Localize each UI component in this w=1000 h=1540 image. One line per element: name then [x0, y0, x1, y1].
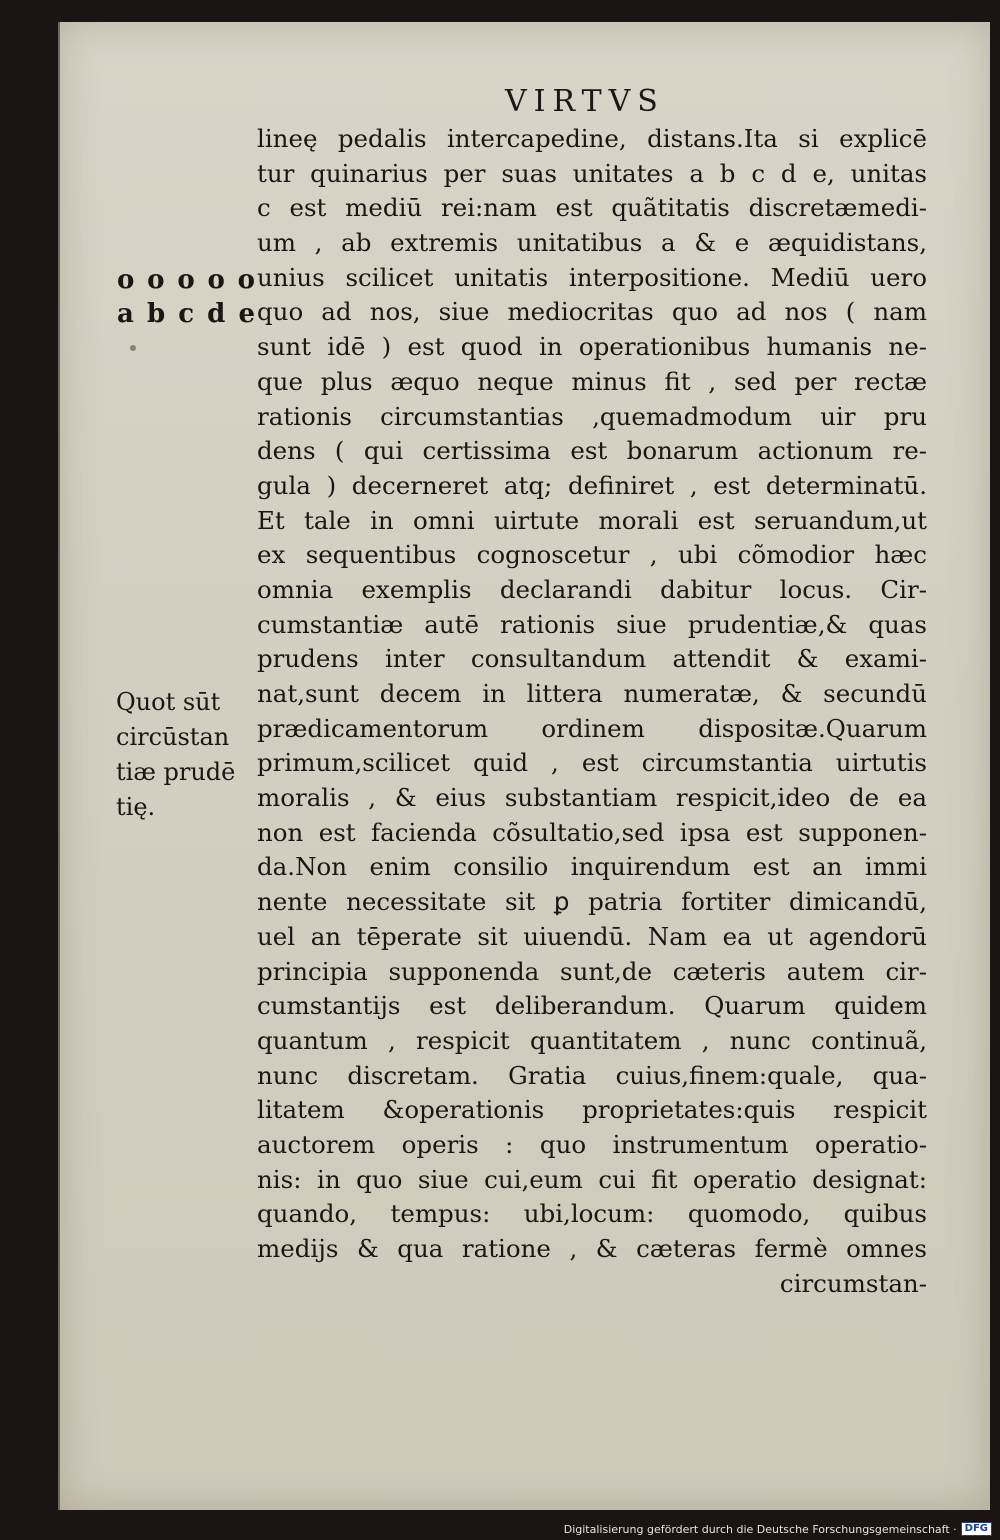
body-text — [257, 122, 927, 1301]
marginal-note-line: Quot sūt — [116, 688, 221, 716]
text-line: ex sequentibus cognoscetur , ubi cõmodior hæc — [257, 540, 927, 570]
diagram-letter: b — [146, 299, 166, 329]
text-line: nunc discretam. Gratia cuius,finem:quale, qua- — [257, 1060, 927, 1090]
text-line: lineę pedalis intercapedine, distans.Ita si explicē — [257, 124, 927, 153]
running-head: VIRTVS — [505, 84, 665, 119]
text-line: prudens inter consultandum attendit & exami- — [257, 644, 927, 674]
text-line: omnia exemplis declarandi dabitur locus. Cir- — [257, 574, 927, 604]
text-line: um , ab extremis unitatibus a & e æquidistans, — [257, 228, 927, 258]
diagram-letter: c — [178, 299, 195, 329]
digitization-credit — [564, 1522, 992, 1536]
diagram-letter: e — [238, 299, 255, 329]
text-line: uel an tēperate sit uiuendū. Nam ea ut agendorū — [257, 921, 927, 951]
diagram-circle: o — [117, 265, 135, 295]
dfg-logo: DFG — [961, 1522, 992, 1536]
diagram-letters-row — [117, 297, 255, 331]
catchword: circumstan- — [779, 1268, 927, 1298]
ink-speck — [130, 345, 136, 351]
text-line: nente necessitate sit ꝑ patria fortiter dimicandū, — [257, 887, 927, 917]
text-line: cumstantiæ autē rationis siue prudentiæ,& quas — [257, 609, 927, 639]
text-line: nat,sunt decem in littera numeratæ, & secundū — [257, 679, 927, 708]
diagram-letter: a — [117, 299, 134, 329]
text-line: unius scilicet unitatis interpositione. Mediū uero — [257, 262, 927, 292]
diagram-circle: o — [147, 265, 165, 295]
text-line: primum,scilicet quid , est circumstantia uirtutis — [257, 748, 927, 778]
marginal-note — [116, 685, 256, 825]
diagram-circle: o — [177, 265, 195, 295]
text-line: c est mediū rei:nam est quãtitatis discretæmedi- — [257, 193, 927, 223]
diagram-letter: d — [207, 299, 226, 329]
text-line: gula ) decerneret atq; definiret , est determinatū. — [257, 470, 927, 500]
text-line: cumstantijs est deliberandum. Quarum quidem — [257, 991, 927, 1021]
marginal-note-line: tię. — [116, 793, 156, 821]
text-line: da.Non enim consilio inquirendum est an immi — [257, 852, 927, 882]
text-line: litatem &operationis proprietates:quis respicit — [257, 1095, 927, 1125]
text-line: que plus æquo neque minus fit , sed per rectæ — [257, 366, 927, 396]
text-line: auctorem operis : quo instrumentum operatio- — [257, 1129, 927, 1159]
diagram-circle: o — [207, 265, 225, 295]
text-line: Et tale in omni uirtute morali est seruandum,ut — [257, 505, 927, 535]
text-line: prædicamentorum ordinem dispositæ.Quarum — [257, 713, 927, 743]
text-line: quo ad nos, siue mediocritas quo ad nos ( nam — [257, 297, 927, 327]
diagram-circle: o — [237, 265, 255, 295]
diagram-circles-row — [117, 263, 255, 297]
text-line: medijs & qua ratione , & cæteras fermè omnes — [257, 1234, 927, 1263]
text-line: tur quinarius per suas unitates a b c d e, unitas — [257, 158, 927, 188]
credit-text: Digitalisierung gefördert durch die Deutsche Forschungsgemeinschaft · — [563, 1522, 957, 1536]
marginal-note-line: circūstan — [116, 723, 230, 751]
text-line: quando, tempus: ubi,locum: quomodo, quibus — [257, 1199, 927, 1229]
text-line: nis: in quo siue cui,eum cui fit operatio designat: — [257, 1164, 927, 1194]
text-line: dens ( qui certissima est bonarum actionum re- — [257, 436, 927, 466]
text-line: non est facienda cõsultatio,sed ipsa est supponen- — [257, 817, 927, 847]
text-line: principia supponenda sunt,de cæteris autem cir- — [257, 956, 927, 986]
text-line: moralis , & eius substantiam respicit,ideo de ea — [257, 783, 927, 813]
text-line: quantum , respicit quantitatem , nunc continuã, — [257, 1025, 927, 1055]
text-line: sunt idē ) est quod in operationibus humanis ne- — [257, 332, 927, 362]
marginal-note-line: tiæ prudē — [116, 758, 236, 786]
text-line: rationis circumstantias ,quemadmodum uir pru — [257, 401, 927, 431]
unit-diagram — [117, 263, 255, 331]
